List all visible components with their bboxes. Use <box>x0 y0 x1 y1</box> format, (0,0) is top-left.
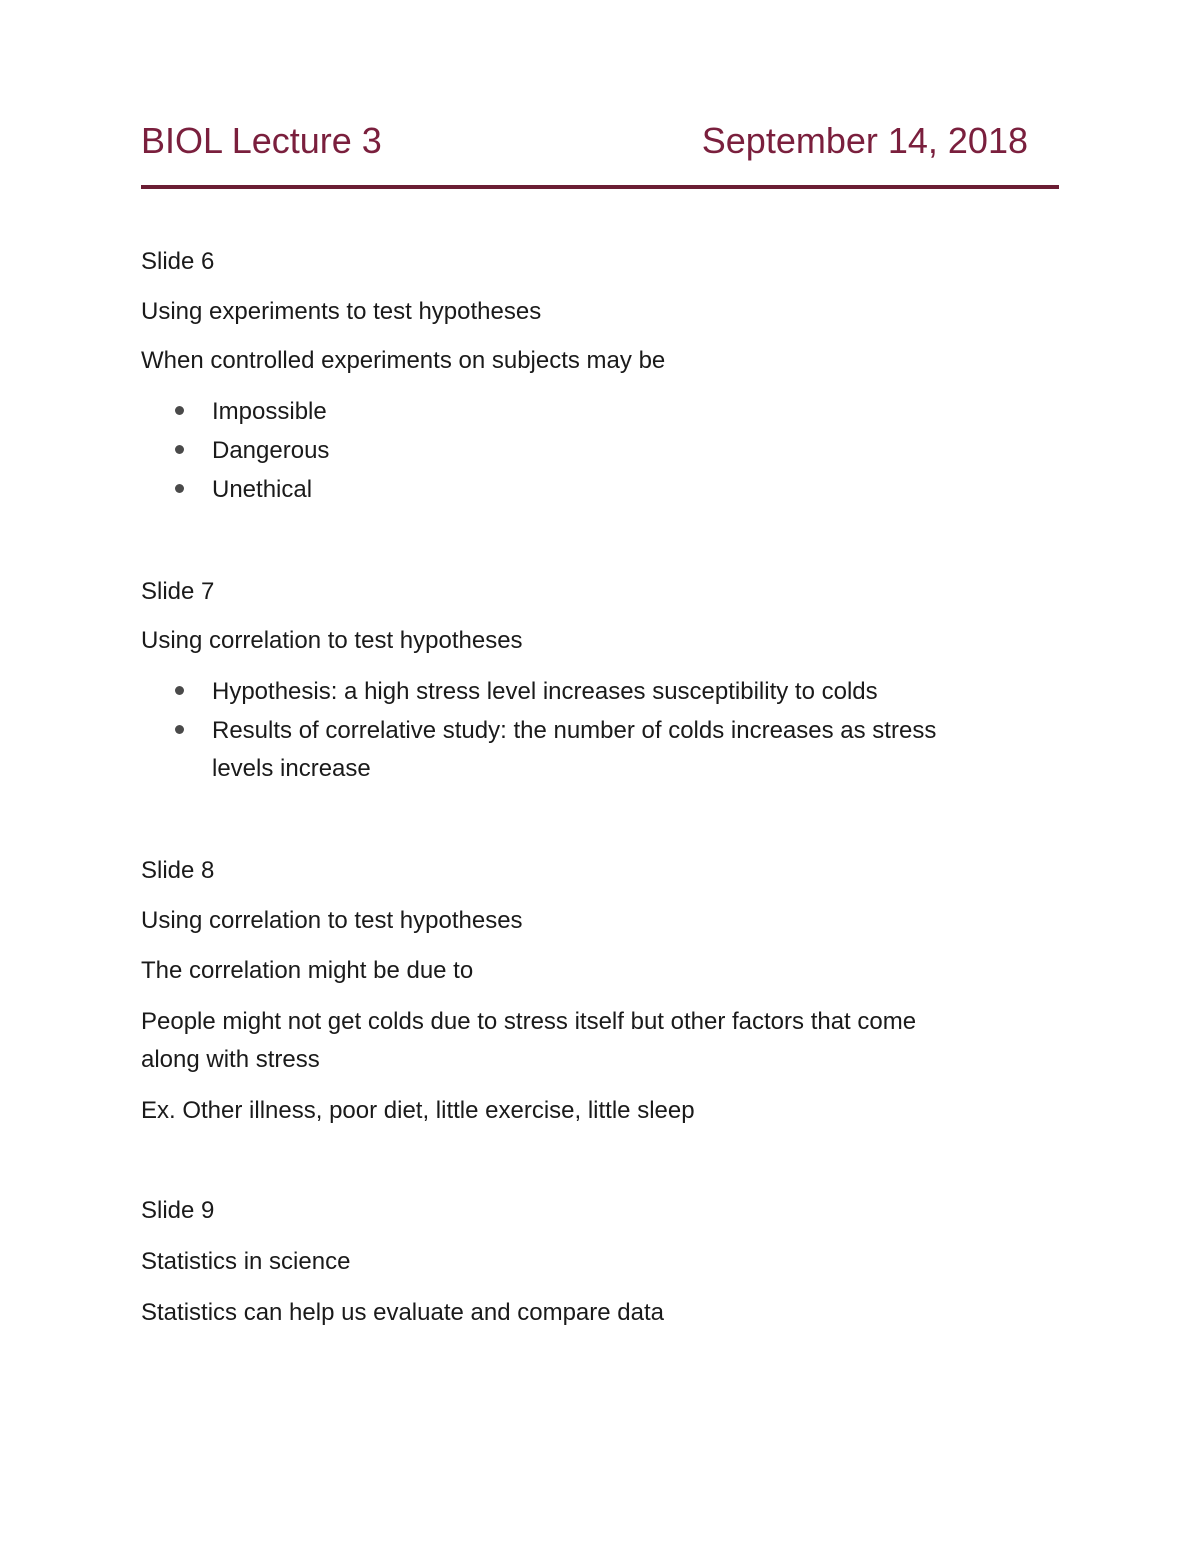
slide-heading: Slide 6 <box>141 248 215 275</box>
slide-text: The correlation might be due to <box>141 957 474 984</box>
bullet-item: Unethical <box>212 476 313 503</box>
slide-text: When controlled experiments on subjects may be <box>141 347 666 374</box>
slide-text: Statistics can help us evaluate and compare data <box>141 1299 664 1326</box>
bullet-icon <box>175 725 184 734</box>
bullet-item: Hypothesis: a high stress level increases susceptibility to colds <box>212 678 878 705</box>
slide-text: Ex. Other illness, poor diet, little exercise, little sleep <box>141 1097 695 1124</box>
bullet-icon <box>175 406 184 415</box>
slide-heading: Slide 7 <box>141 578 215 605</box>
slide-topic: Statistics in science <box>141 1248 351 1275</box>
document-title: BIOL Lecture 3 <box>141 120 382 161</box>
slide-heading: Slide 8 <box>141 857 215 884</box>
bullet-item: Dangerous <box>212 437 330 464</box>
slide-topic: Using experiments to test hypotheses <box>141 298 542 325</box>
bullet-item-continuation: levels increase <box>212 755 371 782</box>
bullet-icon <box>175 484 184 493</box>
document-header <box>141 118 1059 168</box>
slide-text: People might not get colds due to stress itself but other factors that come <box>141 1008 917 1035</box>
document-date: September 14, 2018 <box>701 120 1028 161</box>
slide-text: along with stress <box>141 1046 320 1073</box>
bullet-item: Results of correlative study: the number of colds increases as stress <box>212 717 937 744</box>
slide-topic: Using correlation to test hypotheses <box>141 627 523 654</box>
slide-topic: Using correlation to test hypotheses <box>141 907 523 934</box>
header-divider <box>141 185 1059 189</box>
bullet-icon <box>175 445 184 454</box>
bullet-icon <box>175 686 184 695</box>
slide-heading: Slide 9 <box>141 1197 215 1224</box>
bullet-item: Impossible <box>212 398 327 425</box>
